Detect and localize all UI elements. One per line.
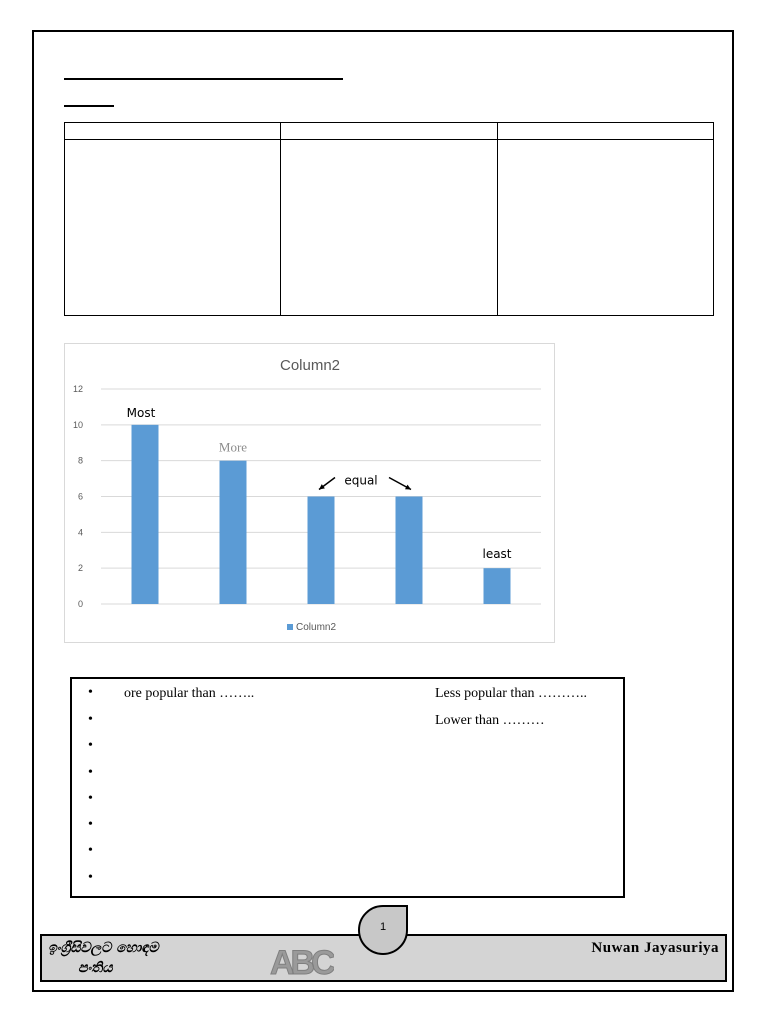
y-tick-label: 2 [77,563,83,574]
page-number-tab [358,905,408,955]
phrase-list [70,677,625,898]
chart-legend [287,622,336,633]
annotation-label: least [482,547,512,562]
annotation-label: More [218,439,248,455]
chart-bar [220,461,247,604]
footer-tagline-line2: පංතිය [78,960,113,976]
table-cell [65,140,281,316]
chart-bar [484,568,511,604]
list-bullet: • [88,765,93,780]
bar-chart [64,343,555,643]
list-item-left: ore popular than …….. [124,686,255,701]
y-tick-label: 12 [72,384,83,394]
author-name: Nuwan Jayasuriya [591,940,719,956]
abc-logo [270,942,334,978]
subtitle-underline [64,105,114,107]
abc-logo-text: ABC [270,944,332,978]
empty-table [64,122,714,316]
chart-bar [132,425,159,604]
list-bullet: • [88,685,93,700]
list-bullet: • [88,791,93,806]
table-row [65,140,714,316]
y-tick-label: 8 [77,455,83,466]
chart-svg [65,344,556,644]
chart-bar [396,497,423,605]
footer-tagline-line1: ඉංග්‍රීසිවලට හොඳම [48,940,159,956]
chart-bars [132,425,511,604]
table-cell [497,140,713,316]
table-cell [65,123,281,140]
y-tick-label: 10 [72,419,83,430]
y-tick-label: 4 [77,527,83,538]
title-underline [64,78,343,80]
legend-label: Column2 [296,622,337,633]
annotation-label: Most [126,405,156,420]
list-bullet: • [88,738,93,753]
annotation-label: equal [344,473,378,488]
y-tick-label: 0 [77,599,83,609]
table-cell [281,123,497,140]
footer-tagline [48,938,158,978]
chart-y-axis [73,384,83,609]
list-item-right: Lower than ……… [435,713,545,728]
table-header-row [65,123,714,140]
list-bullet: • [88,870,93,885]
list-bullet: • [88,712,93,727]
page-number: 1 [379,921,387,933]
table-cell [281,140,497,316]
legend-swatch [287,624,293,630]
list-item-right: Less popular than ……….. [435,686,588,701]
chart-title: Column2 [279,357,341,374]
chart-bar [308,497,335,605]
y-tick-label: 6 [77,491,83,502]
list-bullet: • [88,843,93,858]
list-bullet: • [88,817,93,832]
table-cell [497,123,713,140]
